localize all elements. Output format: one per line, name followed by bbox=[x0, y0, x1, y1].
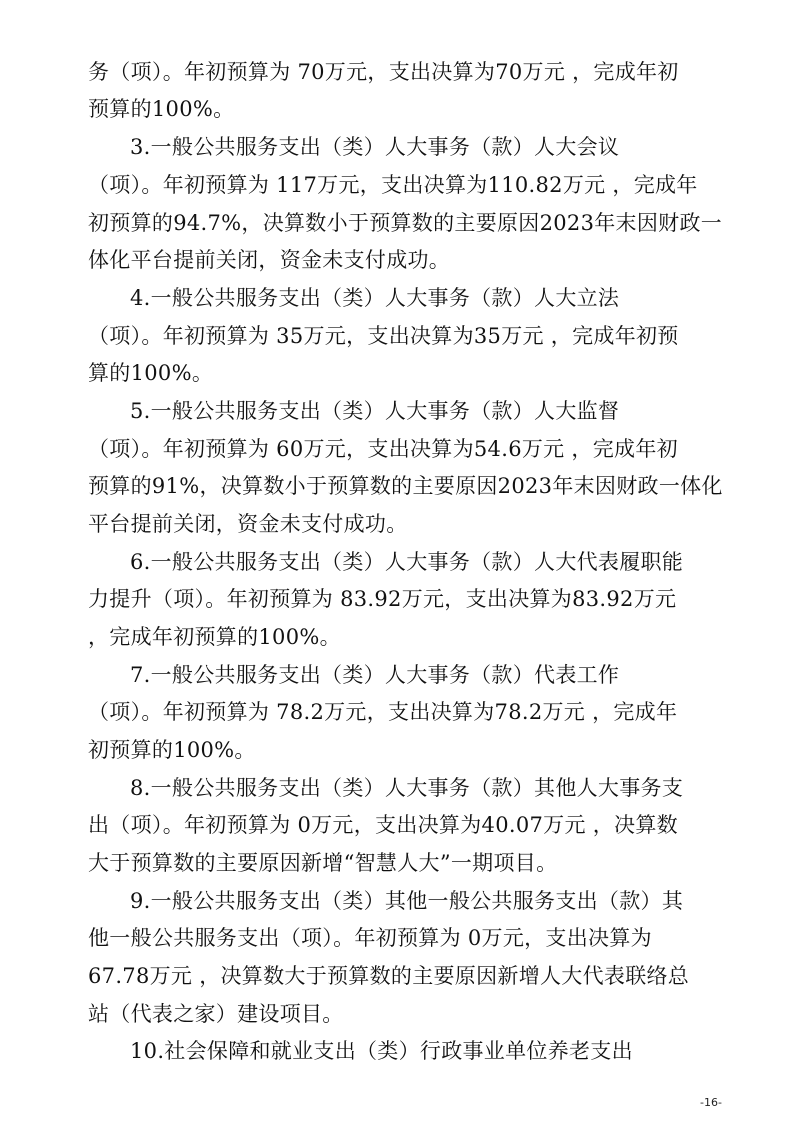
item-8-heading: 8.一般公共服务支出（类）人大事务（款）其他人大事务支 bbox=[130, 776, 684, 800]
text-line-16: ，完成年初预算的100%。 bbox=[88, 625, 341, 649]
text-line-5: 初预算的94.7%，决算数小于预算数的主要原因2023年末因财政一 bbox=[88, 211, 723, 235]
text-line-18: （项）。年初预算为 78.2万元，支出决算为78.2万元 ，完成年 bbox=[88, 700, 678, 724]
item-6-heading: 6.一般公共服务支出（类）人大事务（款）人大代表履职能 bbox=[130, 550, 684, 574]
item-7-heading: 7.一般公共服务支出（类）人大事务（款）代表工作 bbox=[130, 663, 620, 687]
text-line-26: 站（代表之家）建设项目。 bbox=[88, 1002, 344, 1026]
text-line-19: 初预算的100%。 bbox=[88, 738, 256, 762]
text-line-9: 算的100%。 bbox=[88, 361, 214, 385]
text-line-11: （项）。年初预算为 60万元，支出决算为54.6万元 ，完成年初 bbox=[88, 437, 678, 461]
text-line-8: （项）。年初预算为 35万元，支出决算为35万元 ，完成年初预 bbox=[88, 324, 679, 348]
text-line-15: 力提升（项）。年初预算为 83.92万元，支出决算为83.92万元 bbox=[88, 587, 677, 611]
item-3-heading: 3.一般公共服务支出（类）人大事务（款）人大会议 bbox=[130, 135, 620, 159]
text-line-12: 预算的91%，决算数小于预算数的主要原因2023年末因财政一体化 bbox=[88, 474, 723, 498]
item-9-heading: 9.一般公共服务支出（类）其他一般公共服务支出（款）其 bbox=[130, 889, 684, 913]
text-line-21: 出（项）。年初预算为 0万元，支出决算为40.07万元 ，决算数 bbox=[88, 813, 678, 837]
text-line-13: 平台提前关闭，资金未支付成功。 bbox=[88, 512, 408, 536]
text-line-1: 务（项）。年初预算为 70万元，支出决算为70万元 ，完成年初 bbox=[88, 60, 679, 84]
page-number: -16- bbox=[700, 1096, 722, 1109]
text-line-2: 预算的100%。 bbox=[88, 97, 235, 121]
text-line-22: 大于预算数的主要原因新增“智慧人大”一期项目。 bbox=[88, 851, 558, 875]
item-5-heading: 5.一般公共服务支出（类）人大事务（款）人大监督 bbox=[130, 399, 620, 423]
item-4-heading: 4.一般公共服务支出（类）人大事务（款）人大立法 bbox=[130, 286, 620, 310]
text-line-6: 体化平台提前关闭，资金未支付成功。 bbox=[88, 248, 451, 272]
text-line-4: （项）。年初预算为 117万元，支出决算为110.82万元 ，完成年 bbox=[88, 173, 698, 197]
text-line-24: 他一般公共服务支出（项）。年初预算为 0万元，支出决算为 bbox=[88, 926, 652, 950]
text-line-25: 67.78万元 ，决算数大于预算数的主要原因新增人大代表联络总 bbox=[88, 964, 690, 988]
item-10-heading: 10.社会保障和就业支出（类）行政事业单位养老支出 bbox=[130, 1039, 633, 1063]
